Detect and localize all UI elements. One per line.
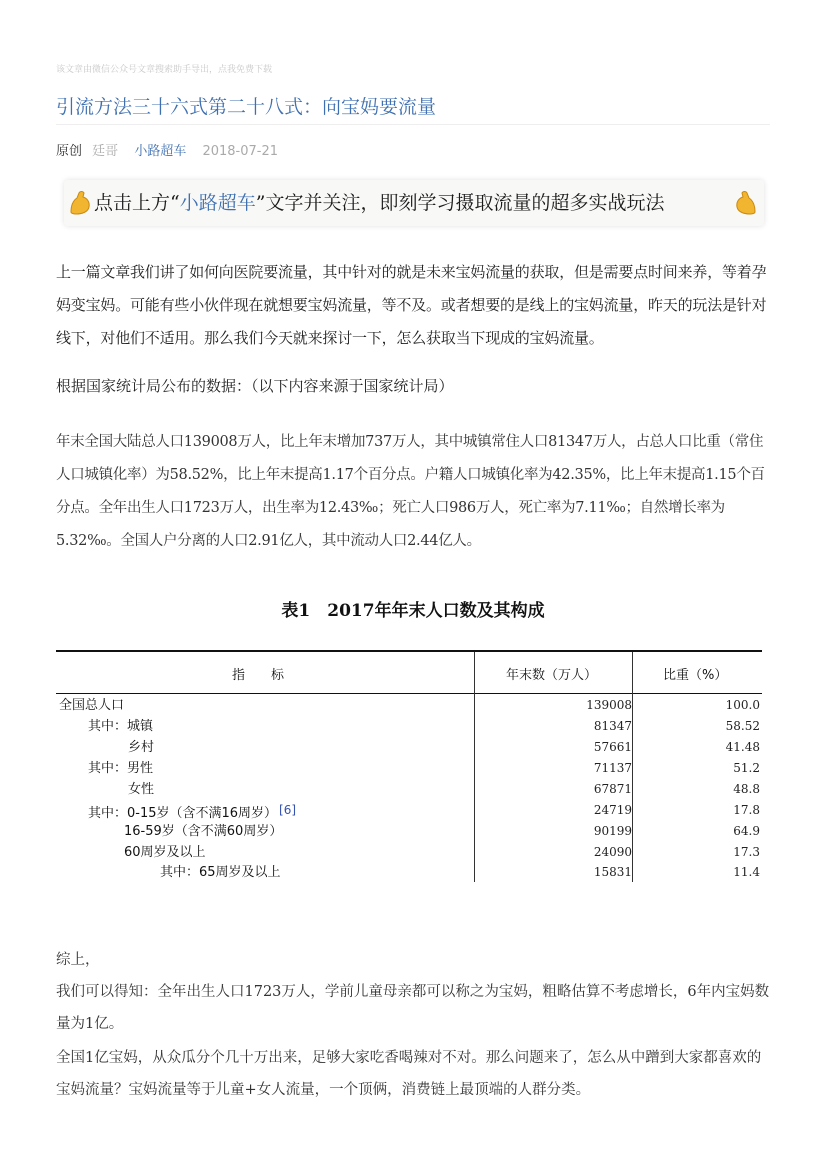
row-value: 24090 — [593, 845, 632, 859]
header-year-end-count: 年末数（万人） — [506, 668, 598, 683]
banner-suffix: ”文字并关注，即刻学习摄取流量的超多实战玩法 — [255, 192, 665, 214]
row-label: 其中：男性 — [88, 761, 154, 776]
row-share: 17.8 — [733, 803, 760, 817]
account-link[interactable]: 小路超车 — [134, 144, 187, 159]
flexed-biceps-icon — [68, 190, 92, 216]
original-badge: 原创 — [56, 144, 83, 159]
row-share: 17.3 — [733, 845, 760, 859]
table-row — [56, 800, 762, 821]
footnote-link[interactable]: [6] — [279, 803, 297, 817]
row-label: 女性 — [128, 782, 155, 797]
row-value: 67871 — [593, 782, 632, 796]
table-row — [56, 716, 762, 737]
row-value: 139008 — [586, 698, 632, 712]
banner-account-highlight[interactable]: 小路超车 — [179, 192, 256, 214]
row-label: 乡村 — [128, 740, 155, 755]
row-label-text: 其中：0-15岁（含不满16周岁） — [88, 806, 278, 821]
summary-paragraph — [56, 944, 770, 1040]
table-row — [56, 862, 762, 883]
row-share: 58.52 — [725, 719, 760, 733]
follow-banner — [64, 180, 764, 226]
header-indicator: 指 标 — [232, 668, 285, 683]
summary-text: 我们可以得知：全年出生人口1723万人，学前儿童母亲都可以称之为宝妈，粗略估算不考虑增长，6年内宝妈数量为1亿。 — [56, 984, 770, 1032]
row-value: 15831 — [593, 865, 632, 879]
row-share: 64.9 — [733, 824, 760, 838]
banner-prefix: 点击上方“ — [94, 192, 180, 214]
table-row — [56, 821, 762, 842]
header-share: 比重（%） — [663, 668, 728, 683]
row-value: 90199 — [593, 824, 632, 838]
table-row — [56, 842, 762, 863]
intro-paragraph: 上一篇文章我们讲了如何向医院要流量，其中针对的就是未来宝妈流量的获取，但是需要点时间来养，等着孕妈变宝妈。可能有些小伙伴现在就想要宝妈流量，等不及。或者想要的是线上的宝妈流量，昨天的玩法是针对线下，对他们不适用。那么我们今天就来探讨一下，怎么获取当下现成的宝妈流量。 — [56, 263, 767, 347]
row-share: 100.0 — [725, 698, 760, 712]
article-title: 引流方法三十六式第二十八式：向宝妈要流量 — [56, 96, 437, 118]
title-divider — [56, 124, 770, 125]
table-row — [56, 695, 762, 716]
source-paragraph: 根据国家统计局公布的数据：（以下内容来源于国家统计局） — [56, 377, 454, 395]
publish-date: 2018-07-21 — [202, 144, 279, 159]
export-notice-link[interactable]: 该文章由微信公众号文章搜索助手导出，点我免费下载 — [56, 65, 273, 75]
table-row — [56, 758, 762, 779]
row-label: 全国总人口 — [59, 698, 125, 713]
population-table — [56, 650, 762, 882]
table-row — [56, 779, 762, 800]
table-top-rule — [56, 650, 762, 652]
table-title: 表1 2017年年末人口数及其构成 — [281, 601, 545, 621]
row-label: 其中：城镇 — [88, 719, 154, 734]
row-value: 24719 — [593, 803, 632, 817]
banner-text — [94, 180, 664, 226]
flexed-biceps-icon — [734, 190, 758, 216]
row-share: 48.8 — [733, 782, 760, 796]
row-label: 60周岁及以上 — [124, 845, 206, 860]
row-share: 51.2 — [733, 761, 760, 775]
summary-lead: 综上， — [56, 952, 100, 968]
row-label: 16-59岁（含不满60周岁） — [124, 824, 283, 839]
row-share: 41.48 — [725, 740, 760, 754]
row-value: 57661 — [593, 740, 632, 754]
row-value: 81347 — [593, 719, 632, 733]
row-label: 其中：65周岁及以上 — [160, 865, 281, 880]
row-value: 71137 — [593, 761, 632, 775]
statistics-paragraph: 年末全国大陆总人口139008万人，比上年末增加737万人，其中城镇常住人口81347万人，占总人口比重（常住人口城镇化率）为58.52%，比上年末提高1.17个百分点。户籍人口城镇化率为42.35%，比上年末提高1.15个百分点。全年出生人口1723万人，出生率为12.43‰；死亡人口986万人，死亡率为7.11‰；自然增长率为5.32‰。全国人户分离的人口2.91亿人，其中流动人口2.44亿人。 — [56, 434, 765, 549]
article-meta — [56, 140, 278, 159]
row-share: 11.4 — [733, 865, 760, 879]
table-row — [56, 737, 762, 758]
author-name: 廷哥 — [92, 144, 119, 159]
table-header-rule — [56, 693, 762, 694]
conclusion-paragraph: 全国1亿宝妈，从众瓜分个几十万出来，足够大家吃香喝辣对不对。那么问题来了，怎么从中蹭到大家都喜欢的宝妈流量？宝妈流量等于儿童+女人流量，一个顶俩，消费链上最顶端的人群分类。 — [56, 1050, 762, 1098]
